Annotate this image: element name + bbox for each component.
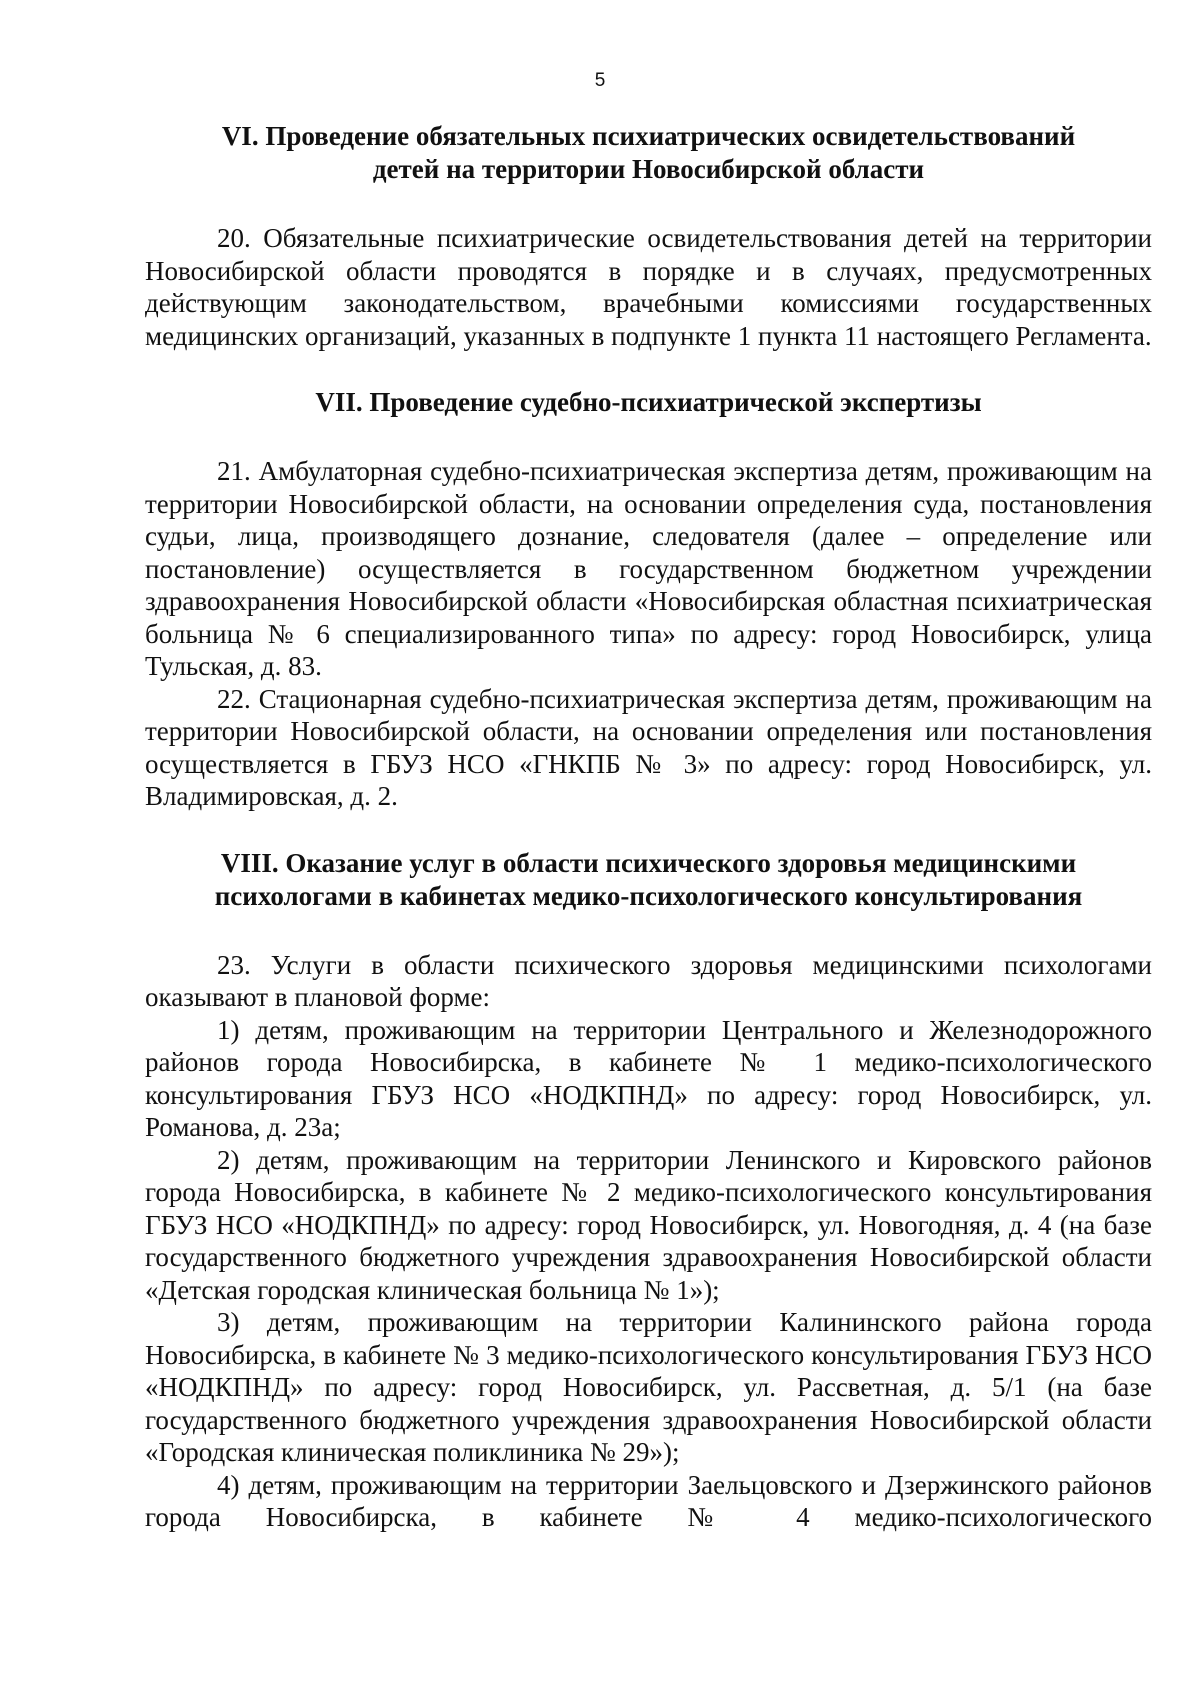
paragraph-23: 23. Услуги в области психического здоровья медицинскими психологами оказывают в плановой форме: — [145, 949, 1152, 1012]
list-item-2: 2) детям, проживающим на территории Ленинского и Кировского районов города Новосибирска, в кабинете № 2 медико-психологического консультирования ГБУЗ НСО «НОДКПНД» по адресу: город Новосибирск, ул. Новогодняя, д. 4 (на базе государственного бюджетного учреждения здравоохранения Новосибирской области «Детская городская клиническая больница № 1»); — [145, 1144, 1152, 1305]
page-number: 5 — [594, 70, 606, 91]
section-6 — [145, 120, 1152, 352]
section-6-title-line-2: детей на территории Новосибирской области — [372, 154, 925, 184]
paragraph-20: 20. Обязательные психиатрические освидетельствования детей на территории Новосибирской области проводятся в порядке и в случаях, предусмотренных действующим законодательством, врачебными комиссиями государственных медицинских организаций, указанных в подпункте 1 пункта 11 настоящего Регламента. — [145, 223, 1152, 351]
paragraph-22: 22. Стационарная судебно-психиатрическая экспертиза детям, проживающим на территории Новосибирской области, на основании определения или постановления осуществляется в ГБУЗ НСО «ГНКПБ № 3» по адресу: город Новосибирск, ул. Владимировская, д. 2. — [145, 683, 1152, 811]
section-8-title — [145, 847, 1152, 913]
section-6-title — [145, 120, 1152, 186]
list-item-1: 1) детям, проживающим на территории Центрального и Железнодорожного районов города Новосибирска, в кабинете № 1 медико-психологического консультирования ГБУЗ НСО «НОДКПНД» по адресу: город Новосибирск, ул. Романова, д. 23а; — [145, 1014, 1152, 1142]
section-6-title-line-1: VI. Проведение обязательных психиатрических освидетельствований — [221, 121, 1076, 151]
section-8-title-line-1: VIII. Оказание услуг в области психического здоровья медицинскими — [220, 847, 1077, 878]
paragraph-21: 21. Амбулаторная судебно-психиатрическая экспертиза детям, проживающим на территории Новосибирской области, на основании определения суда, постановления судьи, лица, производящего дознание, следователя (далее – определение или постановление) осуществляется в государственном бюджетном учреждении здравоохранения Новосибирской области «Новосибирская областная психиатрическая больница № 6 специализированного типа» по адресу: город Новосибирск, улица Тульская, д. 83. — [145, 456, 1152, 681]
list-item-4: 4) детям, проживающим на территории Заельцовского и Дзержинского районов города Новосибирска, в кабинете № 4 медико-психологического — [145, 1469, 1152, 1532]
list-item-3: 3) детям, проживающим на территории Калининского района города Новосибирска, в кабинете № 3 медико-психологического консультирования ГБУЗ НСО «НОДКПНД» по адресу: город Новосибирск, ул. Рассветная, д. 5/1 (на базе государственного бюджетного учреждения здравоохранения Новосибирской области «Городская клиническая поликлиника № 29»); — [145, 1307, 1152, 1467]
section-8-title-line-2: психологами в кабинетах медико-психологического консультирования — [214, 880, 1083, 911]
section-7-title: VII. Проведение судебно-психиатрической экспертизы — [315, 387, 982, 417]
section-8 — [145, 847, 1152, 1534]
section-7 — [145, 386, 1152, 813]
document-body — [145, 120, 1152, 1534]
